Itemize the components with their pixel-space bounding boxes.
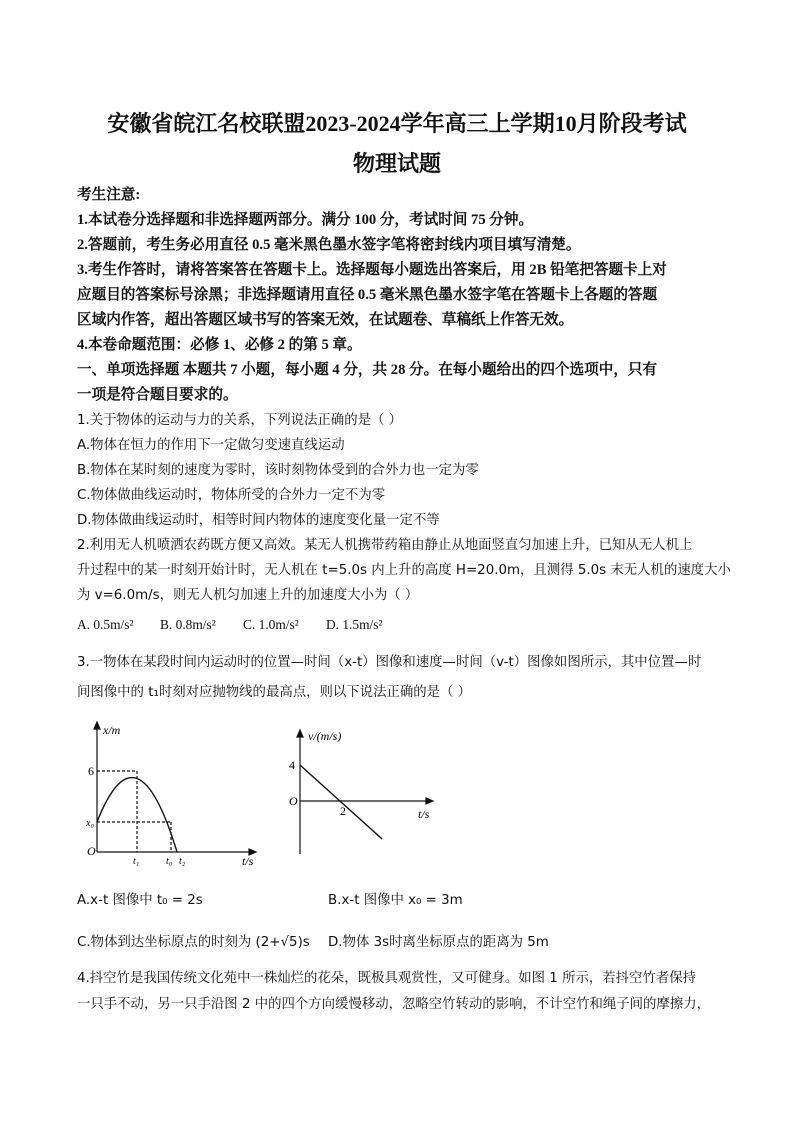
vt-line [300,765,382,839]
xt-x-label: t/s [242,854,254,868]
vt-tick-4: 4 [289,758,295,772]
section-heading: 一、单项选择题 本题共 7 小题，每小题 4 分，共 28 分。在每小题给出的四个选项中，只有 [77,362,658,378]
q4-stem-line2: 一只手不动，另一只手沿图 2 中的四个方向缓慢移动，忽略空竹转动的影响，不计空竹和绳子间的摩擦力， [77,997,710,1012]
vt-origin: O [289,794,298,808]
xt-tick-t0: t₀ [166,856,173,867]
q2-option-c: C. 1.0m/s² [243,617,299,632]
xt-tick-6: 6 [88,764,94,778]
xt-origin: O [87,844,96,858]
vt-x-arrow [426,798,433,804]
xt-y-arrow [94,722,100,729]
q2-stem-line2: 升过程中的某一时刻开始计时，无人机在 t=5.0s 内上升的高度 H=20.0m，且测得 5.0s 末无人机的速度大小 [77,563,731,578]
q2-option-a: A. 0.5m/s² [77,617,134,632]
notice-item: 4.本卷命题范围：必修 1、必修 2 的第 5 章。 [77,337,362,353]
q1-option-d: D.物体做曲线运动时，相等时间内物体的速度变化量一定不等 [77,513,440,528]
exam-subtitle: 物理试题 [352,151,441,176]
vt-tick-2: 2 [340,804,346,818]
q2-option-d: D. 1.5m/s² [326,617,383,632]
vt-x-label: t/s [418,807,430,821]
notice-item: 区域内作答，超出答题区域书写的答案无效，在试题卷、草稿纸上作答无效。 [77,312,574,328]
vt-y-label: v/(m/s) [308,729,342,743]
q1-option-c: C.物体做曲线运动时，物体所受的合外力一定不为零 [77,488,386,503]
notice-item: 2.答题前，考生务必用直径 0.5 毫米黑色墨水签字笔将密封线内项目填写清楚。 [77,237,581,253]
notice-item: 3.考生作答时，请将答案答在答题卡上。选择题每小题选出答案后，用 2B 铅笔把答题卡上对 [77,262,667,278]
vt-graph [280,726,445,856]
xt-tick-t1: t₁ [133,856,140,867]
q1-stem: 1.关于物体的运动与力的关系，下列说法正确的是（ ） [77,413,403,428]
q3-option-c: C.物体到达坐标原点的时刻为 (2+√5)s [77,935,310,950]
notice-item: 应题目的答案标号涂黑；非选择题请用直径 0.5 毫米黑色墨水签字笔在答题卡上各题的答题 [77,287,658,303]
xt-graph [80,718,265,868]
q3-stem-line2: 间图像中的 t₁时刻对应抛物线的最高点，则以下说法正确的是（ ） [77,685,472,700]
notice-item: 1.本试卷分选择题和非选择题两部分。满分 100 分，考试时间 75 分钟。 [77,212,534,228]
vt-y-arrow [297,730,303,737]
exam-title: 安徽省皖江名校联盟2023-2024学年高三上学期10月阶段考试 [107,111,687,136]
xt-tick-t2: t₂ [179,856,186,867]
xt-tick-x0: x₀ [86,818,94,829]
q2-stem-line3: 为 v=6.0m/s，则无人机匀加速上升的加速度大小为（ ） [77,588,419,603]
q2-stem-line1: 2.利用无人机喷洒农药既方便又高效。某无人机携带药箱由静止从地面竖直匀加速上升，已知从无人机上 [77,538,693,553]
q3-option-d: D.物体 3s时离坐标原点的距离为 5m [328,935,549,950]
section-heading-cont: 一项是符合题目要求的。 [77,387,238,403]
q2-option-b: B. 0.8m/s² [160,617,216,632]
q3-option-a: A.x-t 图像中 t₀ = 2s [77,893,203,908]
q3-stem-line1: 3.一物体在某段时间内运动时的位置—时间（x-t）图像和速度—时间（v-t）图像如图所示，其中位置—时 [77,655,702,670]
notice-heading: 考生注意: [77,187,141,203]
q1-option-a: A.物体在恒力的作用下一定做匀变速直线运动 [77,438,345,453]
q4-stem-line1: 4.抖空竹是我国传统文化苑中一株灿烂的花朵，既极具观赏性，又可健身。如图 1 所示，若抖空竹者保持 [77,971,696,986]
q3-option-b: B.x-t 图像中 x₀ = 3m [328,893,463,908]
q1-option-b: B.物体在某时刻的速度为零时，该时刻物体受到的合外力也一定为零 [77,463,479,478]
xt-y-label: x/m [103,723,121,737]
